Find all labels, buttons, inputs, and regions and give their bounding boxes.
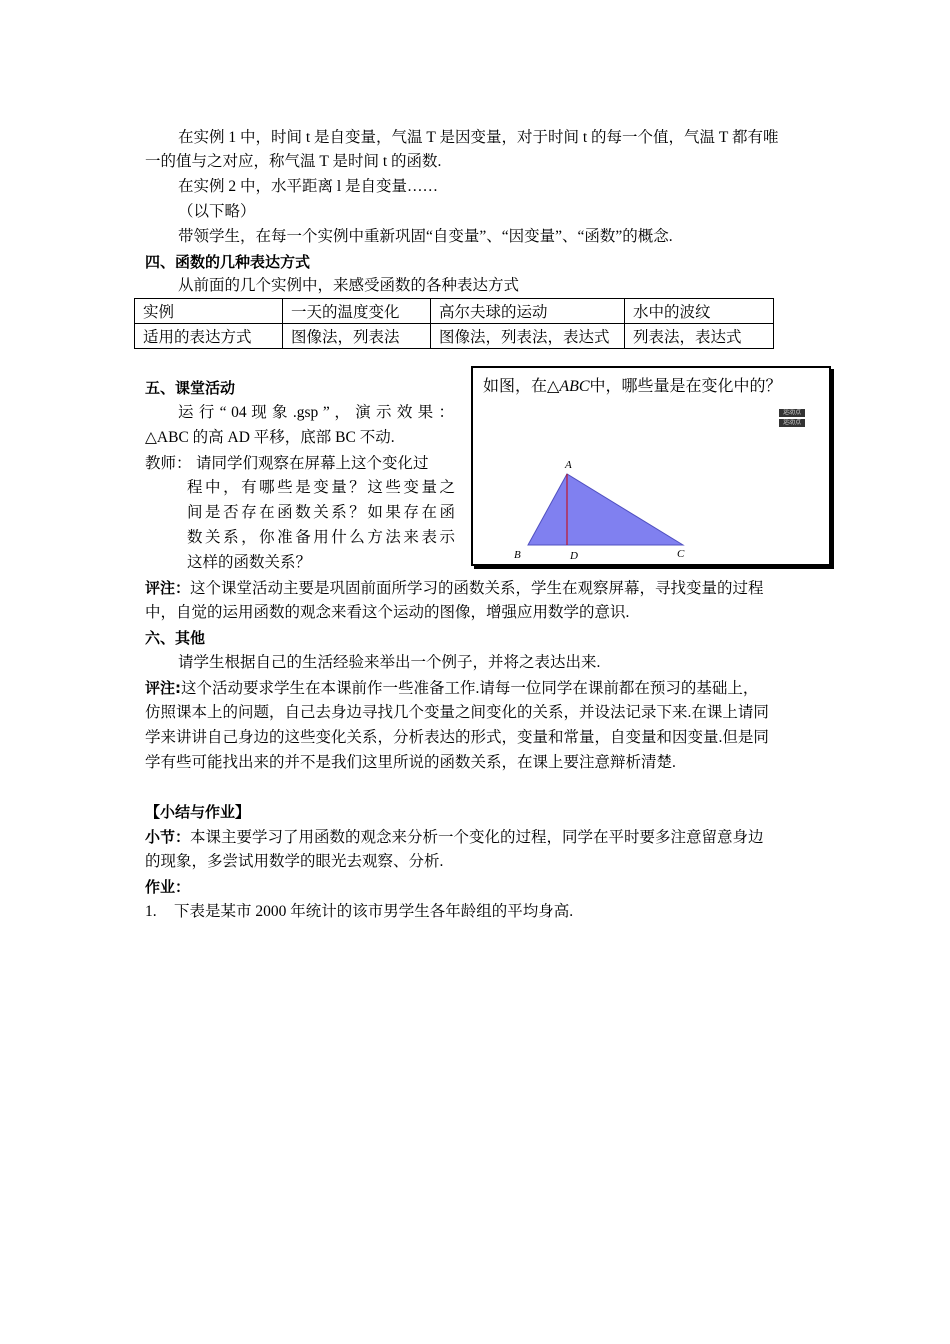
table-cell: 高尔夫球的运动	[431, 299, 625, 324]
table-row	[135, 324, 774, 349]
figure-question: 如图，在△ABC中，哪些量是在变化中的？	[483, 378, 782, 395]
section-5-comment-line-1	[145, 578, 764, 599]
section-6-heading: 六、其他	[145, 629, 206, 647]
teacher-label: 教师：	[145, 455, 192, 472]
comment-label: 评注:	[145, 679, 181, 697]
homework-item-1-number: 1.	[145, 903, 157, 920]
run-demo-line-2: △ABC 的高 AD 平移，底部 BC 不动.	[145, 429, 395, 446]
run-demo-line-1: 运 行 “ 04 现 象 .gsp ” ， 演 示 效 果 ：	[178, 404, 454, 421]
summary-text: 本课主要学习了用函数的观念来分析一个变化的过程，同学在平时要多注意留意身边	[190, 829, 764, 846]
teacher-line-2: 程中，有哪些是变量？这些变量之	[187, 479, 455, 496]
section-6-comment-line-3: 学来讲讲自己身边的这些变化关系，分析表达的形式，变量和常量，自变量和因变量.但是同	[145, 729, 769, 746]
label-d: D	[570, 550, 578, 562]
comment-text: 这个课堂活动主要是巩固前面所学习的函数关系，学生在观察屏幕，寻找变量的过程	[190, 580, 764, 597]
section-6-comment-line-4: 学有些可能找出来的并不是我们这里所说的函数关系，在课上要注意辩析清楚.	[145, 754, 676, 771]
triangle-abc	[528, 474, 683, 545]
omitted-note: （以下略）	[178, 203, 256, 220]
table-cell: 一天的温度变化	[283, 299, 431, 324]
comment-label: 评注：	[145, 579, 191, 597]
move-point-button-2[interactable]: 运动点	[779, 419, 805, 427]
paragraph-1-line-2: 一的值与之对应，称气温 T 是时间 t 的函数.	[145, 153, 442, 170]
label-b: B	[514, 549, 521, 561]
section-4-intro: 从前面的几个实例中，来感受函数的各种表达方式	[178, 277, 520, 294]
expression-methods-table	[134, 298, 774, 349]
summary-line-2: 的现象，多尝试用数学的眼光去观察、分析.	[145, 853, 444, 870]
table-cell: 图像法，列表法	[283, 324, 431, 349]
table-cell: 水中的波纹	[625, 299, 774, 324]
teacher-line-4: 数关系，你准备用什么方法来表示	[187, 529, 455, 546]
teacher-line-3: 间是否存在函数关系？如果存在函	[187, 504, 455, 521]
triangle-figure	[471, 366, 831, 566]
section-5-heading: 五、课堂活动	[145, 379, 236, 397]
table-cell: 图像法，列表法，表达式	[431, 324, 625, 349]
section-4-heading: 四、函数的几种表达方式	[145, 253, 311, 271]
move-point-button-1[interactable]: 运动点	[779, 409, 805, 417]
triangle-diagram	[473, 368, 829, 564]
homework-item-1: 下表是某市 2000 年统计的该市男学生各年龄组的平均身高.	[174, 903, 574, 920]
label-c: C	[677, 548, 685, 560]
section-6-comment-line-1	[145, 678, 758, 699]
section-6-comment-line-2: 仿照课本上的问题，自己去身边寻找几个变量之间变化的关系，并设法记录下来.在课上请同	[145, 704, 769, 721]
section-6-text: 请学生根据自己的生活经验来举出一个例子，并将之表达出来.	[178, 654, 601, 671]
section-5-comment-line-2: 中，自觉的运用函数的观念来看这个运动的图像，增强应用数学的意识.	[145, 604, 630, 621]
paragraph-1-line-1: 在实例 1 中，时间 t 是自变量，气温 T 是因变量，对于时间 t 的每一个值，气温 T 都有唯	[178, 129, 779, 146]
table-row	[135, 299, 774, 324]
teacher-line-1: 请同学们观察在屏幕上这个变化过	[196, 455, 429, 472]
comment-text: 这个活动要求学生在本课前作一些准备工作.请每一位同学在课前都在预习的基础上，	[181, 680, 759, 697]
summary-heading: 【小结与作业】	[145, 803, 251, 821]
teacher-line-5: 这样的函数关系？	[187, 554, 312, 571]
summary-line-1	[145, 827, 764, 848]
paragraph-2: 在实例 2 中，水平距离 l 是自变量……	[178, 178, 439, 195]
table-cell: 适用的表达方式	[135, 324, 283, 349]
homework-label: 作业：	[145, 878, 191, 896]
table-cell: 列表法，表达式	[625, 324, 774, 349]
paragraph-3: 带领学生，在每一个实例中重新巩固“自变量”、“因变量”、“函数”的概念.	[178, 228, 673, 245]
summary-label: 小节：	[145, 828, 191, 846]
table-cell: 实例	[135, 299, 283, 324]
label-a: A	[565, 459, 572, 471]
